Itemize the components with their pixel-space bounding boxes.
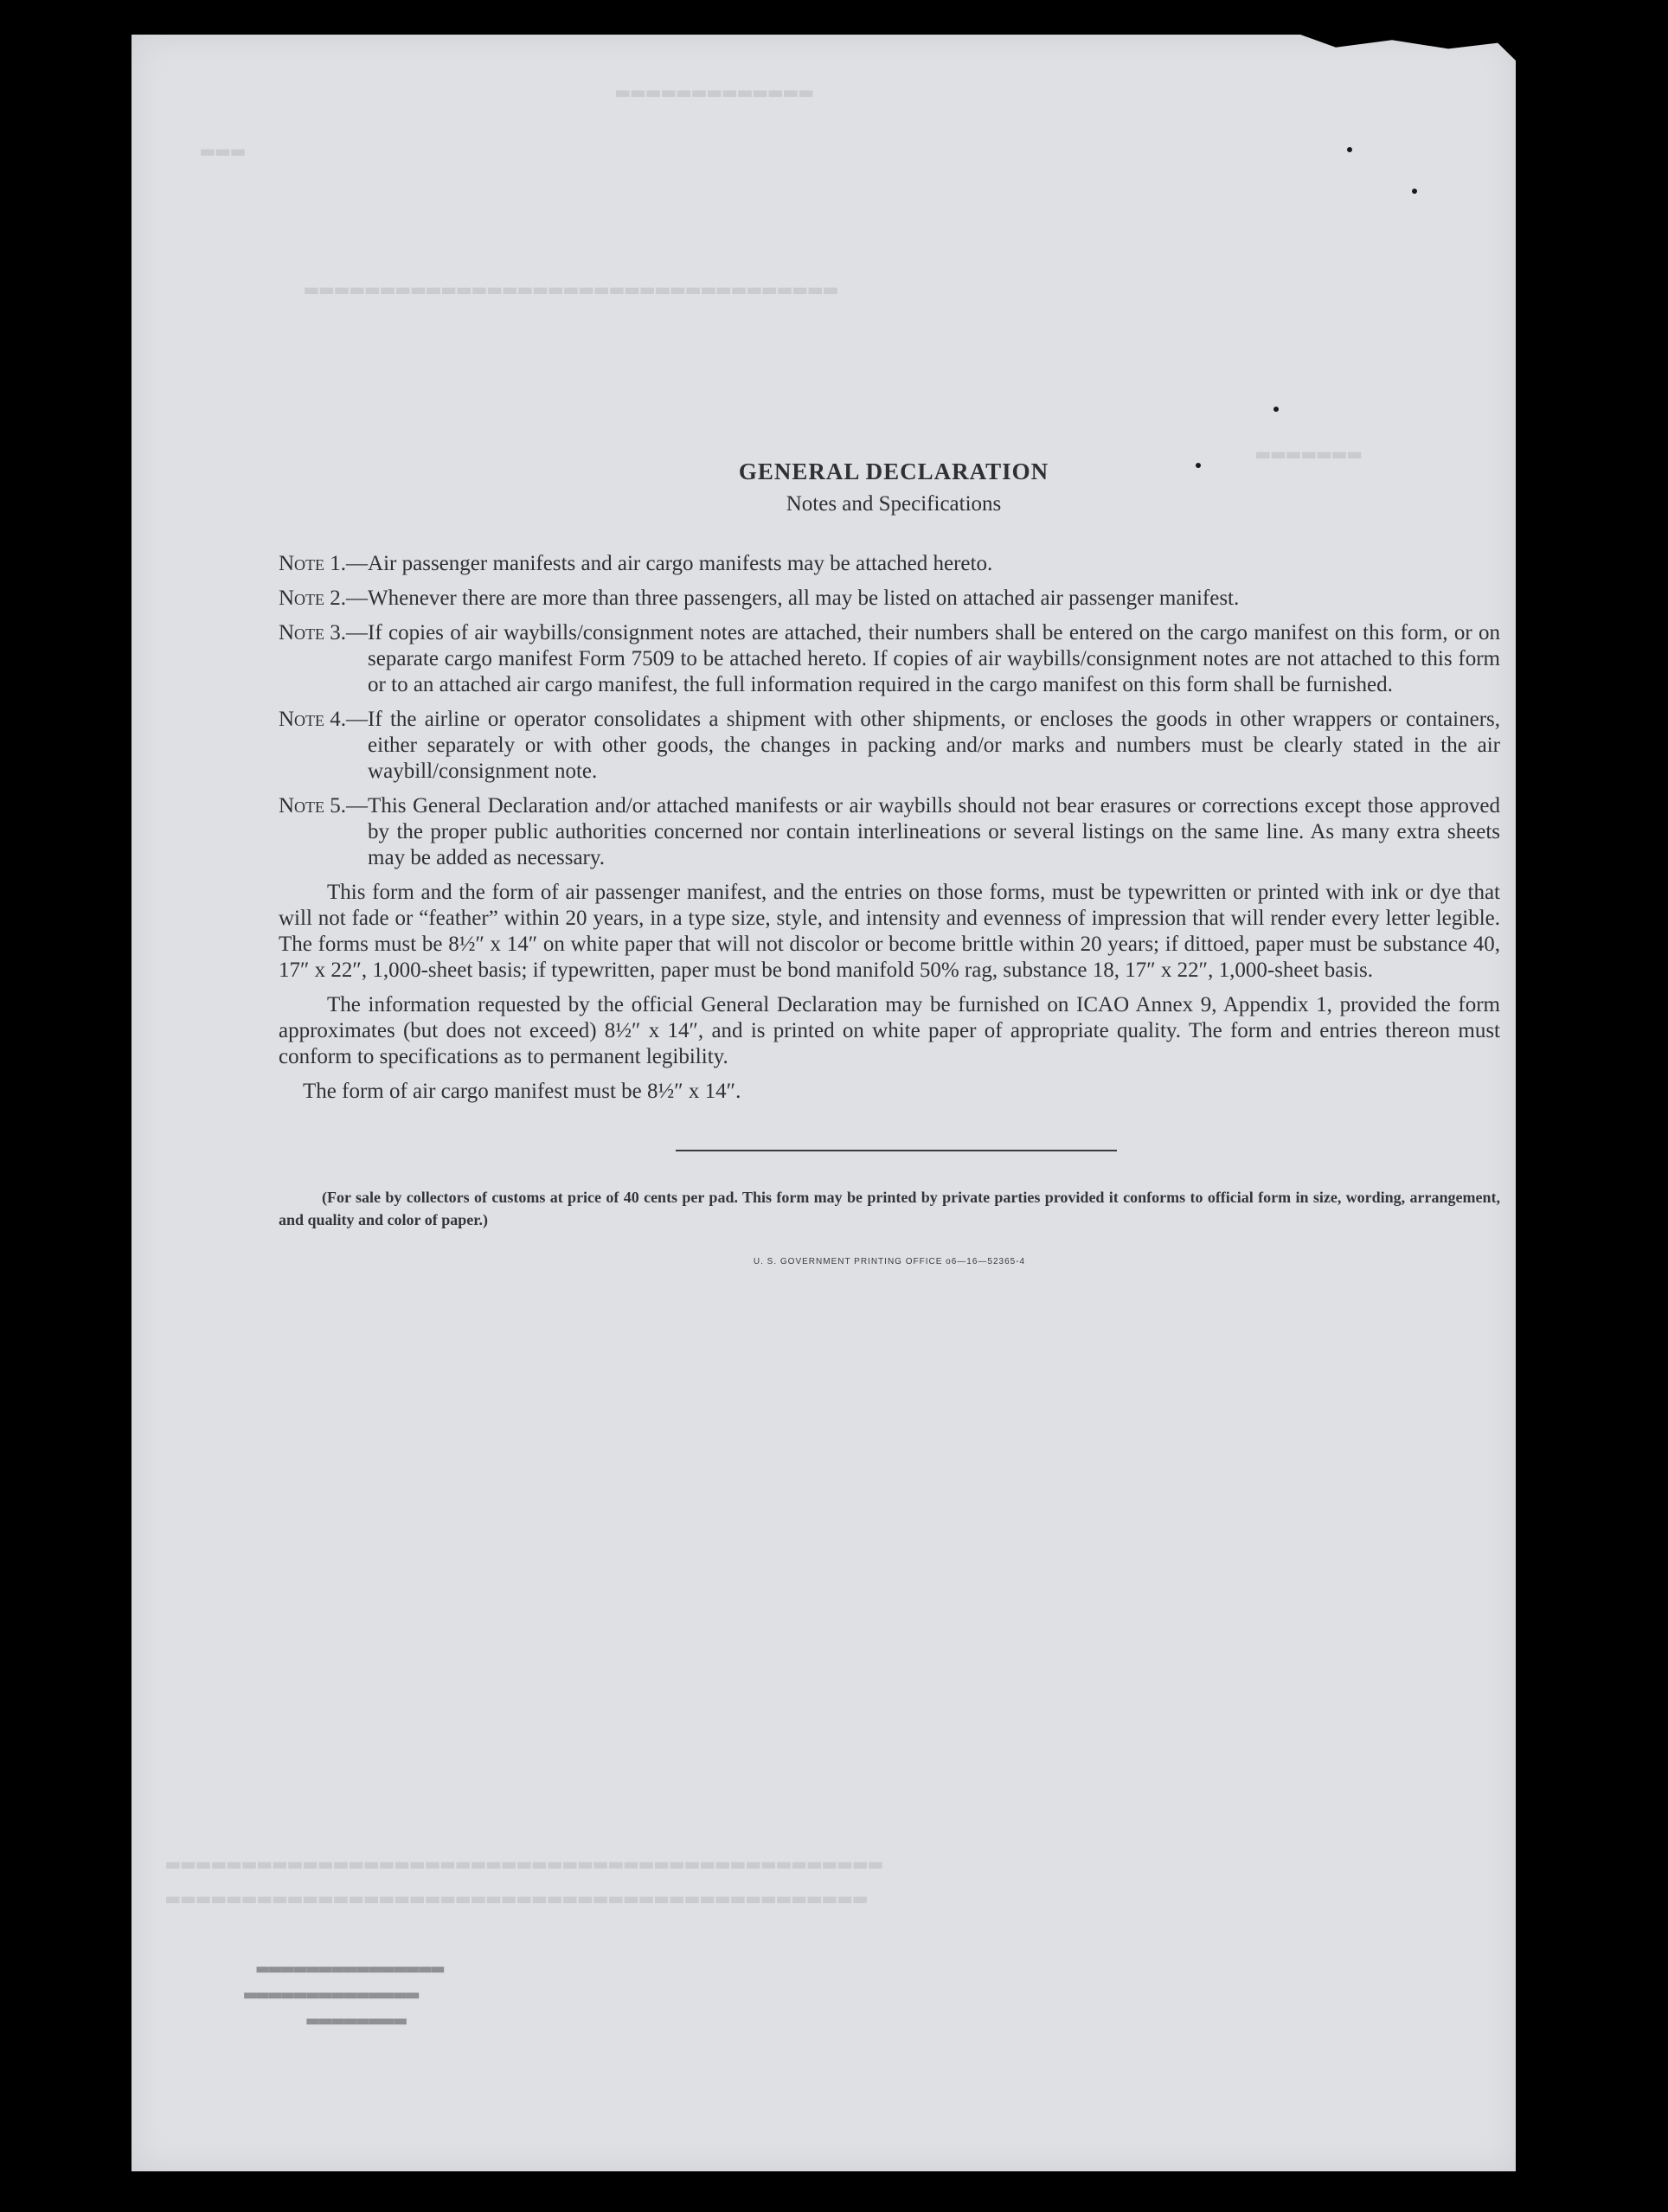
note-label: Note 3. [279,621,347,644]
speck [1273,407,1279,412]
note-text: This General Declaration and/or attached manifests or air waybills should not bear erasures or corrections except those approved by the proper public authorities concerned nor contain interlineations or several listings on the same line. As many extra sheets may be added as necessary. [368,794,1500,869]
note-text: If the airline or operator consolidates a shipment with other shipments, or encloses the goods in other wrappers or containers, either separately or with other goods, the changes in packing and/or marks and numbers must be clearly stated in the air waybill/consignment note. [368,708,1500,783]
note-dash: — [346,552,369,575]
mirrored-stamp: ▬▬▬▬▬▬▬▬▬▬▬▬▬▬▬ ▬▬▬▬▬▬▬▬▬▬▬▬▬▬ ▬▬▬▬▬▬▬▬ [244,1956,445,2032]
paragraph-cargo-manifest-size: The form of air cargo manifest must be 8½″ x 14″. [303,1080,741,1103]
torn-corner [1291,31,1516,61]
bleed-through-mark: ▬▬▬ [201,138,247,164]
note-4 [279,707,1500,785]
sale-note: (For sale by collectors of customs at price of 40 cents per pad. This form may be printed by private parties provided it conforms to official form in size, wording, arrangement, and quality and color of paper.) [279,1189,1500,1228]
bleed-through-mark: ▬▬▬▬▬▬▬▬▬▬▬▬▬▬▬▬▬▬▬▬▬▬▬▬▬▬▬▬▬▬▬▬▬▬▬ [305,277,839,303]
paper-sheet [132,35,1516,2171]
note-label: Note 1. [279,552,347,575]
note-text: Whenever there are more than three passengers, all may be listed on attached air passenger manifest. [368,587,1240,610]
note-label: Note 4. [279,708,347,731]
paragraph-form-specifications: This form and the form of air passenger manifest, and the entries on those forms, must be typewritten or printed with ink or dye that will not fade or “feather” within 20 years, in a type size, style, and intensity and evenness of impression that will render every letter legible. The forms must be 8½″ x 14″ on white paper that will not discolor or become brittle within 20 years; if dittoed, paper must be substance 40, 17″ x 22″, 1,000-sheet basis; if typewritten, paper must be bond manifold 50% rag, substance 18, 17″ x 22″, 1,000-sheet basis. [279,881,1500,982]
note-text: Air passenger manifests and air cargo manifests may be attached hereto. [368,552,993,575]
speck [1347,147,1352,152]
note-text: If copies of air waybills/consignment notes are attached, their numbers shall be entered on the cargo manifest on this form, or on separate cargo manifest Form 7509 to be attached hereto. If copies of air waybills/consignment notes are not attached to this form or to an attached air cargo manifest, the full information required in the cargo manifest on this form shall be furnished. [368,621,1500,696]
document-subtitle: Notes and Specifications [786,492,1002,516]
bleed-through-mark: ▬▬▬▬▬▬▬▬▬▬▬▬▬ [616,80,815,106]
speck [1412,189,1417,194]
note-dash: — [346,708,369,731]
note-dash: — [346,587,369,610]
bleed-through-mark: ▬▬▬▬▬▬▬ [1256,441,1363,467]
document-body [279,458,1500,1266]
note-5 [279,793,1500,871]
note-label: Note 5. [279,794,347,817]
note-dash: — [346,794,369,817]
paragraph-icao-annex: The information requested by the official General Declaration may be furnished on ICAO Annex 9, Appendix 1, provided the form approximates (but does not exceed) 8½″ x 14″, and is printed on white paper of appropriate quality. The form and entries thereon must conform to specifications as to permanent legibility. [279,993,1500,1068]
bleed-through-mark: ▬▬▬▬▬▬▬▬▬▬▬▬▬▬▬▬▬▬▬▬▬▬▬▬▬▬▬▬▬▬▬▬▬▬▬▬▬▬▬▬▬▬▬▬▬▬▬ [166,1851,884,1877]
printing-office-imprint: U. S. GOVERNMENT PRINTING OFFICE o6—16—52365-4 [753,1257,1026,1266]
bleed-through-mark: ▬▬▬▬▬▬▬▬▬▬▬▬▬▬▬▬▬▬▬▬▬▬▬▬▬▬▬▬▬▬▬▬▬▬▬▬▬▬▬▬▬▬▬▬▬▬ [166,1886,869,1912]
divider-rule [676,1150,1117,1151]
note-1 [279,551,1500,577]
note-3 [279,620,1500,698]
note-2 [279,586,1500,612]
document-title: GENERAL DECLARATION [738,458,1049,484]
note-dash: — [346,621,369,644]
note-label: Note 2. [279,587,347,610]
